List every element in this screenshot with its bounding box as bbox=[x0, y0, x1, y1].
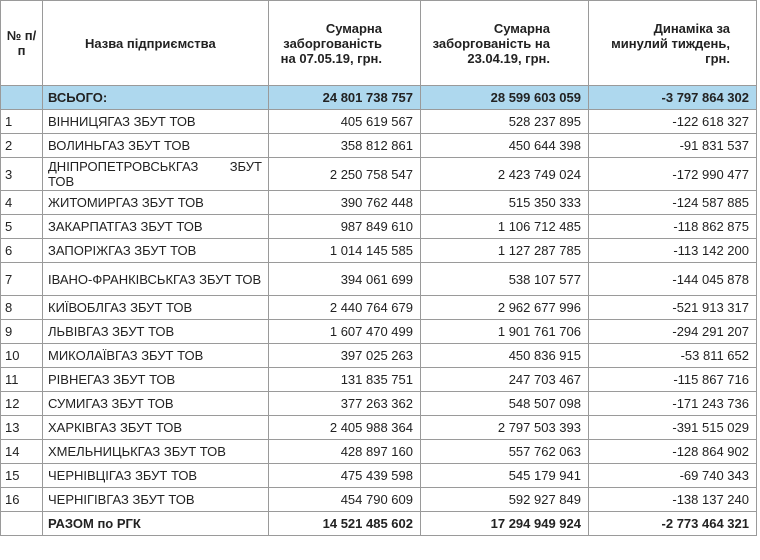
summary-debt-apr: 17 294 949 924 bbox=[421, 512, 589, 536]
table-row bbox=[1, 215, 757, 239]
dynamics: -391 515 029 bbox=[589, 416, 757, 440]
table-row bbox=[1, 110, 757, 134]
table-row bbox=[1, 134, 757, 158]
debt-apr: 557 762 063 bbox=[421, 440, 589, 464]
summary-debt-may: 14 521 485 602 bbox=[269, 512, 421, 536]
debt-apr: 450 836 915 bbox=[421, 344, 589, 368]
summary-label: РАЗОМ по РГК bbox=[43, 512, 269, 536]
table-row bbox=[1, 488, 757, 512]
row-number: 16 bbox=[1, 488, 43, 512]
debt-may: 358 812 861 bbox=[269, 134, 421, 158]
debt-apr: 592 927 849 bbox=[421, 488, 589, 512]
debt-may: 2 440 764 679 bbox=[269, 296, 421, 320]
company-name: ЗАКАРПАТГАЗ ЗБУТ ТОВ bbox=[43, 215, 269, 239]
table-row bbox=[1, 344, 757, 368]
company-name: РІВНЕГАЗ ЗБУТ ТОВ bbox=[43, 368, 269, 392]
debt-apr: 538 107 577 bbox=[421, 263, 589, 296]
summary-number bbox=[1, 512, 43, 536]
dynamics: -172 990 477 bbox=[589, 158, 757, 191]
dynamics: -521 913 317 bbox=[589, 296, 757, 320]
row-number: 7 bbox=[1, 263, 43, 296]
debt-may: 475 439 598 bbox=[269, 464, 421, 488]
summary-dynamics: -2 773 464 321 bbox=[589, 512, 757, 536]
summary-row bbox=[1, 512, 757, 536]
dynamics: -138 137 240 bbox=[589, 488, 757, 512]
dynamics: -124 587 885 bbox=[589, 191, 757, 215]
dynamics: -294 291 207 bbox=[589, 320, 757, 344]
company-name: ВІННИЦЯГАЗ ЗБУТ ТОВ bbox=[43, 110, 269, 134]
header-debt-may: Сумарна заборгованість на 07.05.19, грн. bbox=[269, 1, 421, 86]
total-dynamics: -3 797 864 302 bbox=[589, 86, 757, 110]
debt-apr: 450 644 398 bbox=[421, 134, 589, 158]
table-row bbox=[1, 296, 757, 320]
company-name: ХАРКІВГАЗ ЗБУТ ТОВ bbox=[43, 416, 269, 440]
dynamics: -144 045 878 bbox=[589, 263, 757, 296]
dynamics: -69 740 343 bbox=[589, 464, 757, 488]
company-name: ЛЬВІВГАЗ ЗБУТ ТОВ bbox=[43, 320, 269, 344]
row-number: 5 bbox=[1, 215, 43, 239]
row-number: 13 bbox=[1, 416, 43, 440]
debt-may: 1 014 145 585 bbox=[269, 239, 421, 263]
debt-apr: 1 901 761 706 bbox=[421, 320, 589, 344]
total-debt-may: 24 801 738 757 bbox=[269, 86, 421, 110]
company-name: ЖИТОМИРГАЗ ЗБУТ ТОВ bbox=[43, 191, 269, 215]
dynamics: -113 142 200 bbox=[589, 239, 757, 263]
row-number: 14 bbox=[1, 440, 43, 464]
header-debt-apr: Сумарна заборгованість на 23.04.19, грн. bbox=[421, 1, 589, 86]
row-number: 15 bbox=[1, 464, 43, 488]
debt-may: 2 250 758 547 bbox=[269, 158, 421, 191]
dynamics: -128 864 902 bbox=[589, 440, 757, 464]
table-row bbox=[1, 464, 757, 488]
company-name: МИКОЛАЇВГАЗ ЗБУТ ТОВ bbox=[43, 344, 269, 368]
debt-may: 1 607 470 499 bbox=[269, 320, 421, 344]
table-row bbox=[1, 263, 757, 296]
debt-apr: 528 237 895 bbox=[421, 110, 589, 134]
dynamics: -122 618 327 bbox=[589, 110, 757, 134]
debt-apr: 1 106 712 485 bbox=[421, 215, 589, 239]
header-number: № п/п bbox=[1, 1, 43, 86]
row-number: 2 bbox=[1, 134, 43, 158]
company-name: ЧЕРНІВЦІГАЗ ЗБУТ ТОВ bbox=[43, 464, 269, 488]
debt-may: 428 897 160 bbox=[269, 440, 421, 464]
table-row bbox=[1, 158, 757, 191]
row-number: 4 bbox=[1, 191, 43, 215]
row-number: 6 bbox=[1, 239, 43, 263]
dynamics: -53 811 652 bbox=[589, 344, 757, 368]
row-number: 12 bbox=[1, 392, 43, 416]
debt-may: 131 835 751 bbox=[269, 368, 421, 392]
row-number: 11 bbox=[1, 368, 43, 392]
row-number: 8 bbox=[1, 296, 43, 320]
debt-may: 390 762 448 bbox=[269, 191, 421, 215]
debt-apr: 2 962 677 996 bbox=[421, 296, 589, 320]
row-number: 9 bbox=[1, 320, 43, 344]
debt-apr: 1 127 287 785 bbox=[421, 239, 589, 263]
debt-may: 394 061 699 bbox=[269, 263, 421, 296]
row-number: 3 bbox=[1, 158, 43, 191]
debt-may: 377 263 362 bbox=[269, 392, 421, 416]
table-row bbox=[1, 392, 757, 416]
table-row bbox=[1, 416, 757, 440]
company-name: ЧЕРНІГІВГАЗ ЗБУТ ТОВ bbox=[43, 488, 269, 512]
debt-may: 987 849 610 bbox=[269, 215, 421, 239]
table-row bbox=[1, 320, 757, 344]
debt-apr: 2 797 503 393 bbox=[421, 416, 589, 440]
total-number bbox=[1, 86, 43, 110]
dynamics: -171 243 736 bbox=[589, 392, 757, 416]
company-name: СУМИГАЗ ЗБУТ ТОВ bbox=[43, 392, 269, 416]
debt-apr: 2 423 749 024 bbox=[421, 158, 589, 191]
table-row bbox=[1, 440, 757, 464]
table-row bbox=[1, 368, 757, 392]
debt-may: 405 619 567 bbox=[269, 110, 421, 134]
header-company-name: Назва підприємства bbox=[43, 1, 269, 86]
debt-may: 397 025 263 bbox=[269, 344, 421, 368]
total-label: ВСЬОГО: bbox=[43, 86, 269, 110]
company-name: ІВАНО-ФРАНКІВСЬКГАЗ ЗБУТ ТОВ bbox=[43, 263, 269, 296]
company-name: ХМЕЛЬНИЦЬКГАЗ ЗБУТ ТОВ bbox=[43, 440, 269, 464]
debt-apr: 515 350 333 bbox=[421, 191, 589, 215]
company-name: КИЇВОБЛГАЗ ЗБУТ ТОВ bbox=[43, 296, 269, 320]
table-row bbox=[1, 239, 757, 263]
header-dynamics: Динаміка за минулий тиждень, грн. bbox=[589, 1, 757, 86]
company-name: ЗАПОРІЖГАЗ ЗБУТ ТОВ bbox=[43, 239, 269, 263]
debt-may: 2 405 988 364 bbox=[269, 416, 421, 440]
row-number: 10 bbox=[1, 344, 43, 368]
total-row bbox=[1, 86, 757, 110]
company-name: ДНІПРОПЕТРОВСЬКГАЗ ЗБУТ ТОВ bbox=[43, 158, 269, 191]
debt-may: 454 790 609 bbox=[269, 488, 421, 512]
row-number: 1 bbox=[1, 110, 43, 134]
debt-apr: 247 703 467 bbox=[421, 368, 589, 392]
dynamics: -91 831 537 bbox=[589, 134, 757, 158]
table-row bbox=[1, 191, 757, 215]
debt-apr: 545 179 941 bbox=[421, 464, 589, 488]
company-name: ВОЛИНЬГАЗ ЗБУТ ТОВ bbox=[43, 134, 269, 158]
total-debt-apr: 28 599 603 059 bbox=[421, 86, 589, 110]
dynamics: -115 867 716 bbox=[589, 368, 757, 392]
debt-apr: 548 507 098 bbox=[421, 392, 589, 416]
dynamics: -118 862 875 bbox=[589, 215, 757, 239]
header-row bbox=[1, 1, 757, 86]
